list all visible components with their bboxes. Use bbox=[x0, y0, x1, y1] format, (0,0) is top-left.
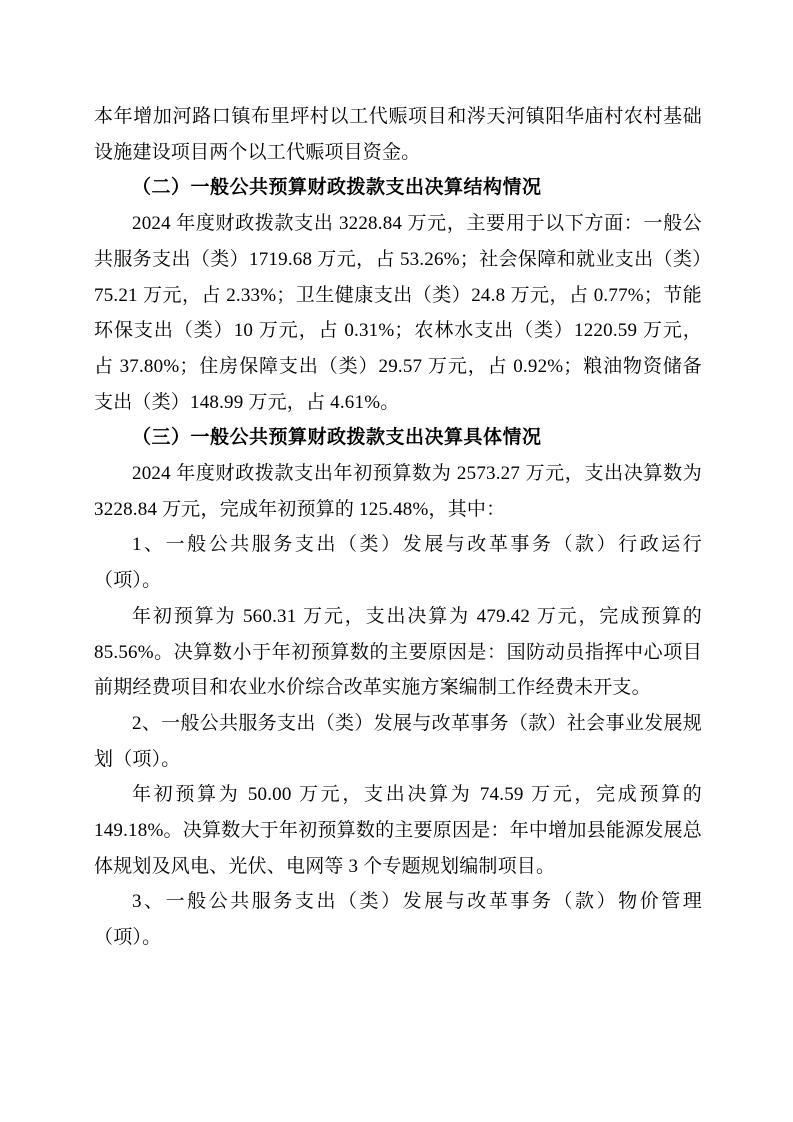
paragraph-item-1-detail: 年初预算为 560.31 万元，支出决算为 479.42 万元，完成预算的 85.56%。决算数小于年初预算数的主要原因是：国防动员指挥中心项目前期经费项目和农业水价综合改革实施方案编制工作经费未开支。 bbox=[94, 605, 702, 699]
section-heading-3-expenditure-details: （三）一般公共预算财政拨款支出决算具体情况 bbox=[132, 427, 542, 449]
paragraph-carryover-work-relief-projects: 本年增加河路口镇布里坪村以工代赈项目和涔天河镇阳华庙村农村基础设施建设项目两个以工代赈项目资金。 bbox=[94, 106, 702, 163]
paragraph-item-2-detail: 年初预算为 50.00 万元，支出决算为 74.59 万元，完成预算的 149.18%。决算数大于年初预算数的主要原因是：年中增加县能源发展总体规划及风电、光伏、电网等 3 个专题规划编制项目。 bbox=[94, 784, 702, 877]
paragraph-item-1-title-administrative-operation: 1、一般公共服务支出（类）发展与改革事务（款）行政运行（项）。 bbox=[94, 534, 702, 592]
paragraph-expenditure-structure-breakdown: 2024 年度财政拨款支出 3228.84 万元，主要用于以下方面：一般公共服务支出（类）1719.68 万元，占 53.26%；社会保障和就业支出（类）75.21 万元，占 2.33%；卫生健康支出（类）24.8 万元，占 0.77%；节能环保支出（类）10 万元，占 0.31%；农林水支出（类）1220.59 万元，占 37.80%；住房保障支出（类）29.57 万元，占 0.92%；粮油物资储备支出（类）148.99 万元，占 4.61%。 bbox=[94, 213, 702, 413]
section-heading-2-expenditure-structure: （二）一般公共预算财政拨款支出决算结构情况 bbox=[132, 177, 542, 199]
paragraph-item-3-title-price-management: 3、一般公共服务支出（类）发展与改革事务（款）物价管理（项）。 bbox=[94, 891, 702, 949]
paragraph-budget-vs-final-overview: 2024 年度财政拨款支出年初预算数为 2573.27 万元，支出决算数为 3228.84 万元，完成年初预算的 125.48%，其中： bbox=[94, 463, 702, 520]
paragraph-item-2-title-social-development-planning: 2、一般公共服务支出（类）发展与改革事务（款）社会事业发展规划（项）。 bbox=[94, 712, 702, 770]
